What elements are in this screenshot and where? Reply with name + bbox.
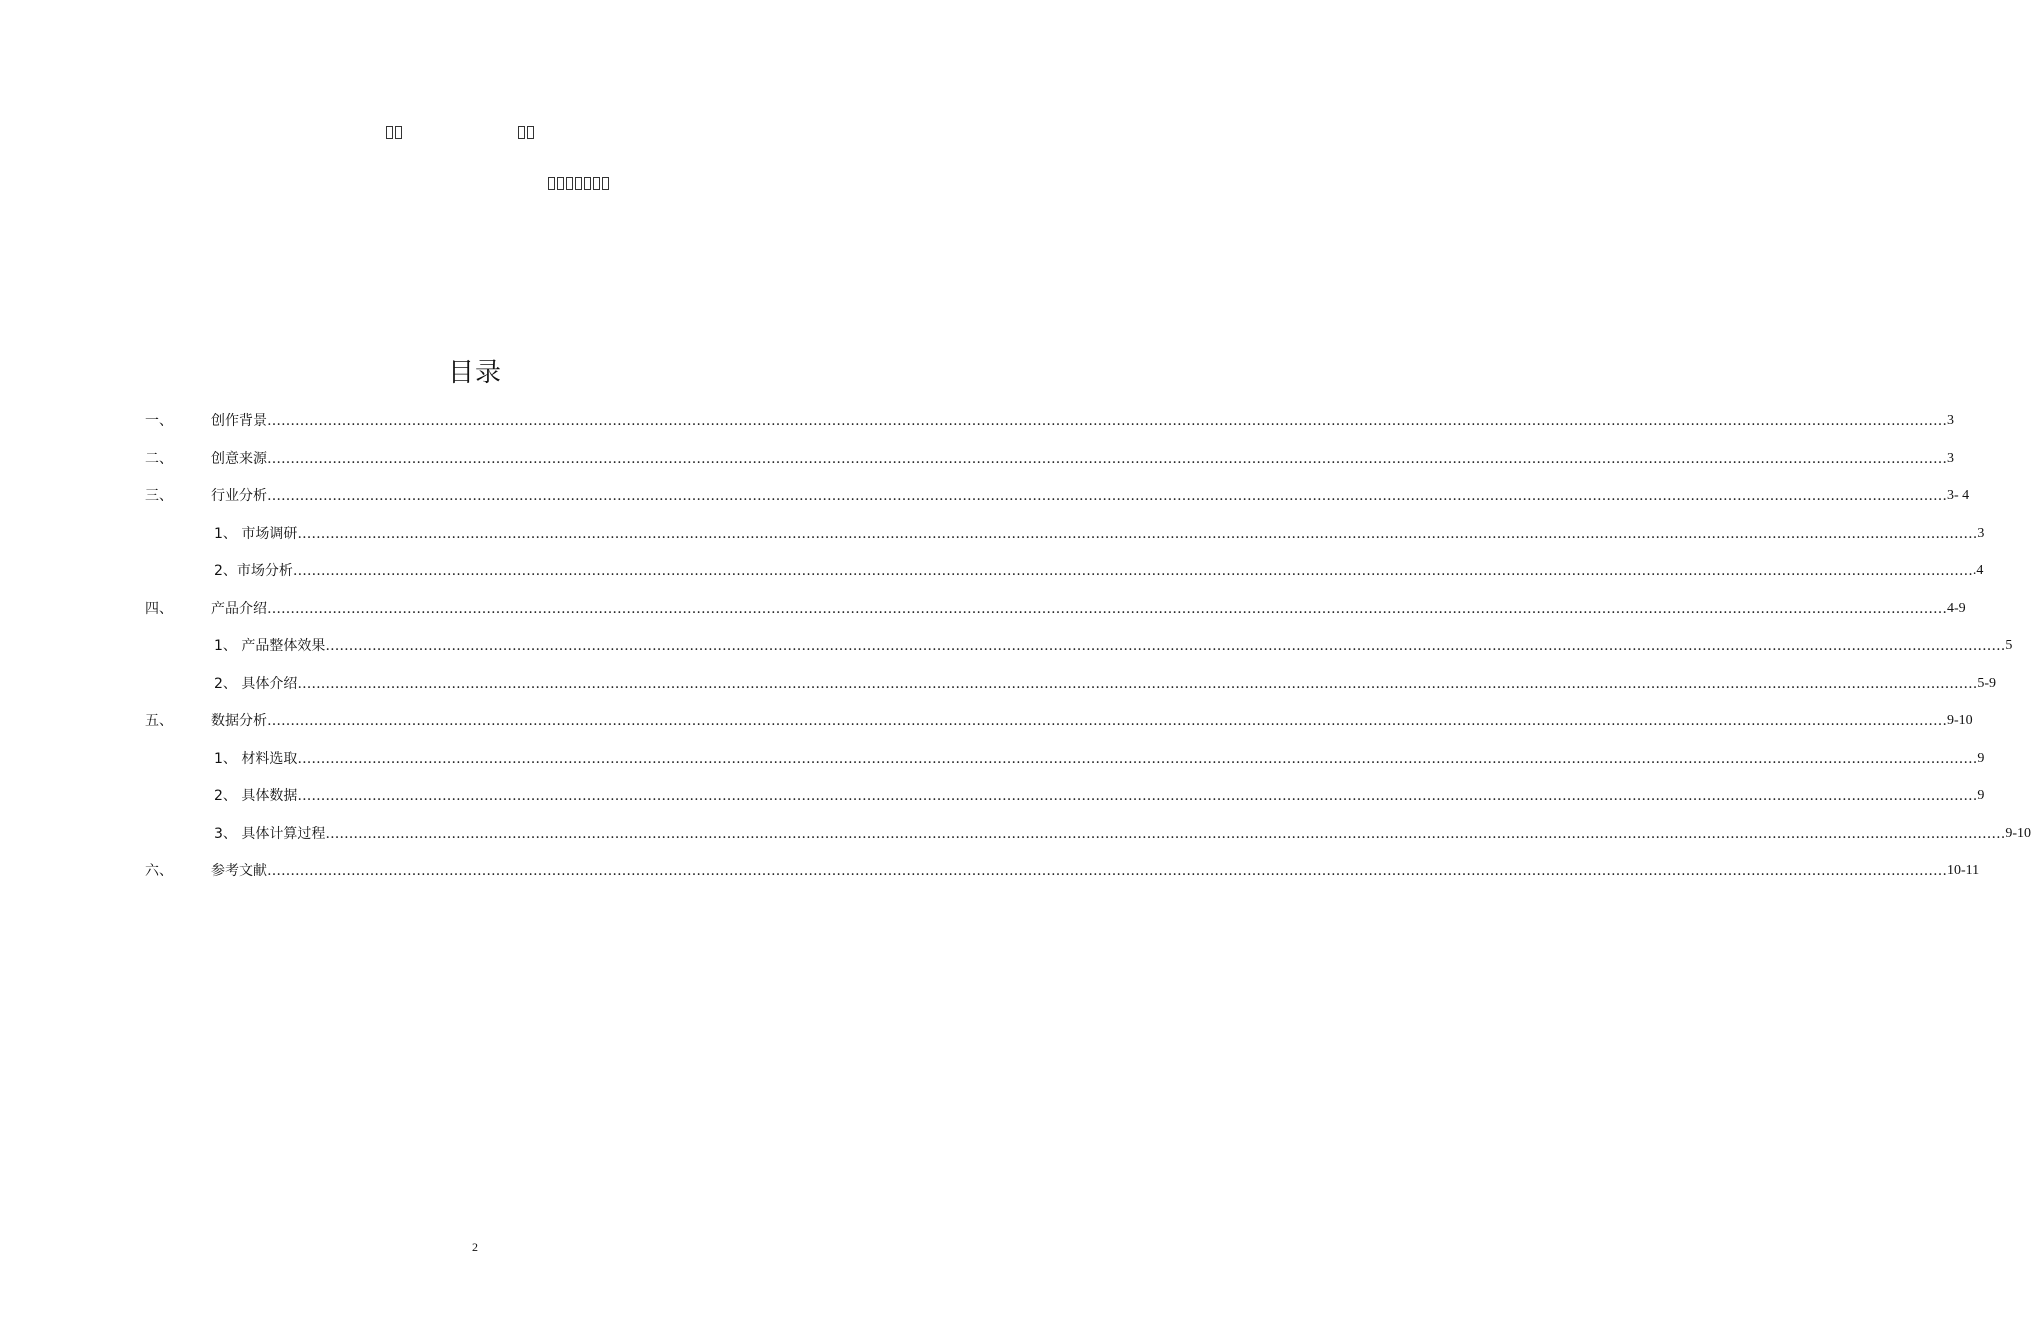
toc-entry-label: 行业分析	[211, 488, 267, 504]
toc-subentry	[0, 635, 2013, 657]
toc-entry-line	[214, 523, 1985, 545]
missing-glyph-icon	[395, 126, 402, 139]
toc-entry-page: 9	[1977, 750, 1985, 766]
toc-entry-label: 产品介绍	[211, 600, 267, 617]
toc-entry-number: 二、	[145, 450, 173, 467]
toc-leader-dots: ………………………………………………………………………………………………………………………………………………………………………………………………………………………………………………………………………………………………………………………………	[267, 450, 1947, 467]
toc-entry	[0, 598, 1966, 620]
toc-entry-line	[214, 748, 1985, 770]
missing-glyph-icon	[557, 177, 564, 190]
toc-entry-line	[214, 785, 1985, 807]
toc-entry-line	[211, 485, 1970, 507]
missing-glyph-icon	[575, 177, 582, 190]
toc-subentry	[0, 673, 1997, 695]
missing-glyph-icon	[584, 177, 591, 190]
toc-entry-line	[211, 448, 1954, 470]
toc-entry-page: 10-11	[1947, 863, 1980, 878]
missing-glyph-icon	[518, 126, 525, 139]
toc-entry-label: 创作背景	[211, 413, 267, 429]
toc-entry-number: 五、	[145, 713, 173, 729]
toc-entry-page: 3	[1947, 450, 1954, 466]
toc-entry	[0, 448, 1954, 470]
toc-leader-dots: ………………………………………………………………………………………………………………………………………………………………………………………………………………………………………………………………………………………………………………………………	[325, 825, 2006, 842]
toc-entry-number: 四、	[145, 600, 173, 617]
toc-entry-line	[214, 635, 2013, 657]
toc-entry-page: .4	[1972, 563, 1984, 578]
toc-entry-page: 5	[2005, 638, 2013, 653]
toc-entry-label: 2、市场分析	[214, 563, 293, 579]
toc-leader-dots: ………………………………………………………………………………………………………………………………………………………………………………………………………………………………………………………………………………………………………………………………	[267, 488, 1947, 504]
toc-subentry	[0, 823, 2031, 845]
toc-leader-dots: ………………………………………………………………………………………………………………………………………………………………………………………………………………………………………………………………………………………………………………………………	[292, 563, 1973, 579]
toc-leader-dots: ………………………………………………………………………………………………………………………………………………………………………………………………………………………………………………………………………………………………………………………………	[267, 713, 1947, 729]
toc-entry-number: 一、	[145, 413, 173, 429]
header-glyphs-right	[518, 126, 534, 139]
page-number: 2	[472, 1240, 478, 1254]
toc-entry-page: 9	[1977, 788, 1985, 803]
toc-entry-line	[214, 673, 1997, 695]
toc-entry-label: 1、 市场调研	[214, 525, 298, 542]
toc-entry-number: 三、	[145, 488, 173, 504]
toc-title: 目录	[447, 358, 502, 388]
toc-entry-page: 9-10	[2005, 825, 2031, 841]
toc-subentry	[0, 523, 1985, 545]
toc-entry-page: 3	[1977, 525, 1985, 541]
toc-entry-label: 3、 具体计算过程	[214, 825, 326, 842]
header-glyphs-subtitle	[548, 177, 609, 190]
missing-glyph-icon	[593, 177, 600, 190]
toc-subentry	[0, 785, 1985, 807]
toc-entry-line	[211, 598, 1966, 620]
toc-entry-line	[211, 710, 1973, 732]
toc-entry-line	[214, 823, 2031, 845]
missing-glyph-icon	[566, 177, 573, 190]
toc-entry-page: 5-9	[1977, 675, 1997, 691]
toc-entry-page: 3- 4	[1947, 488, 1970, 503]
toc-leader-dots: ………………………………………………………………………………………………………………………………………………………………………………………………………………………………………………………………………………………………………………………………	[297, 675, 1978, 692]
toc-entry-label: 1、 材料选取	[214, 750, 298, 767]
toc-entry	[0, 485, 1970, 507]
toc-entry-line	[211, 860, 1980, 882]
missing-glyph-icon	[386, 126, 393, 139]
missing-glyph-icon	[602, 177, 609, 190]
toc-leader-dots: ………………………………………………………………………………………………………………………………………………………………………………………………………………………………………………………………………………………………………………………………	[297, 788, 1978, 804]
toc-entry-label: 参考文献	[211, 863, 267, 879]
toc-entry	[0, 710, 1973, 732]
toc-entry-label: 1、 产品整体效果	[214, 638, 326, 654]
toc-entry-label: 2、 具体数据	[214, 788, 298, 804]
missing-glyph-icon	[527, 126, 534, 139]
toc-entry-line	[211, 410, 1954, 432]
missing-glyph-icon	[548, 177, 555, 190]
toc-subentry	[0, 560, 1984, 582]
toc-leader-dots: ………………………………………………………………………………………………………………………………………………………………………………………………………………………………………………………………………………………………………………………………	[325, 638, 2006, 654]
toc-leader-dots: ………………………………………………………………………………………………………………………………………………………………………………………………………………………………………………………………………………………………………………………………	[267, 863, 1947, 879]
toc-entry-label: 数据分析	[211, 713, 267, 729]
toc-entry	[0, 410, 1954, 432]
toc-entry-label: 2、 具体介绍	[214, 675, 298, 692]
toc-entry-line	[214, 560, 1984, 582]
toc-entry-number: 六、	[145, 863, 173, 879]
toc-leader-dots: ………………………………………………………………………………………………………………………………………………………………………………………………………………………………………………………………………………………………………………………………	[297, 750, 1978, 767]
toc-leader-dots: ………………………………………………………………………………………………………………………………………………………………………………………………………………………………………………………………………………………………………………………………	[267, 413, 1947, 429]
toc-entry-page: 4-9	[1947, 600, 1966, 616]
toc-entry-label: 创意来源	[211, 450, 267, 467]
toc-leader-dots: ………………………………………………………………………………………………………………………………………………………………………………………………………………………………………………………………………………………………………………………………	[297, 525, 1978, 542]
toc-entry-page: 9-10	[1947, 713, 1973, 728]
toc-leader-dots: ………………………………………………………………………………………………………………………………………………………………………………………………………………………………………………………………………………………………………………………………	[267, 600, 1947, 617]
toc-entry	[0, 860, 1980, 882]
toc-entry-page: 3	[1947, 413, 1954, 428]
toc-subentry	[0, 748, 1985, 770]
header-glyphs-left	[386, 126, 402, 139]
